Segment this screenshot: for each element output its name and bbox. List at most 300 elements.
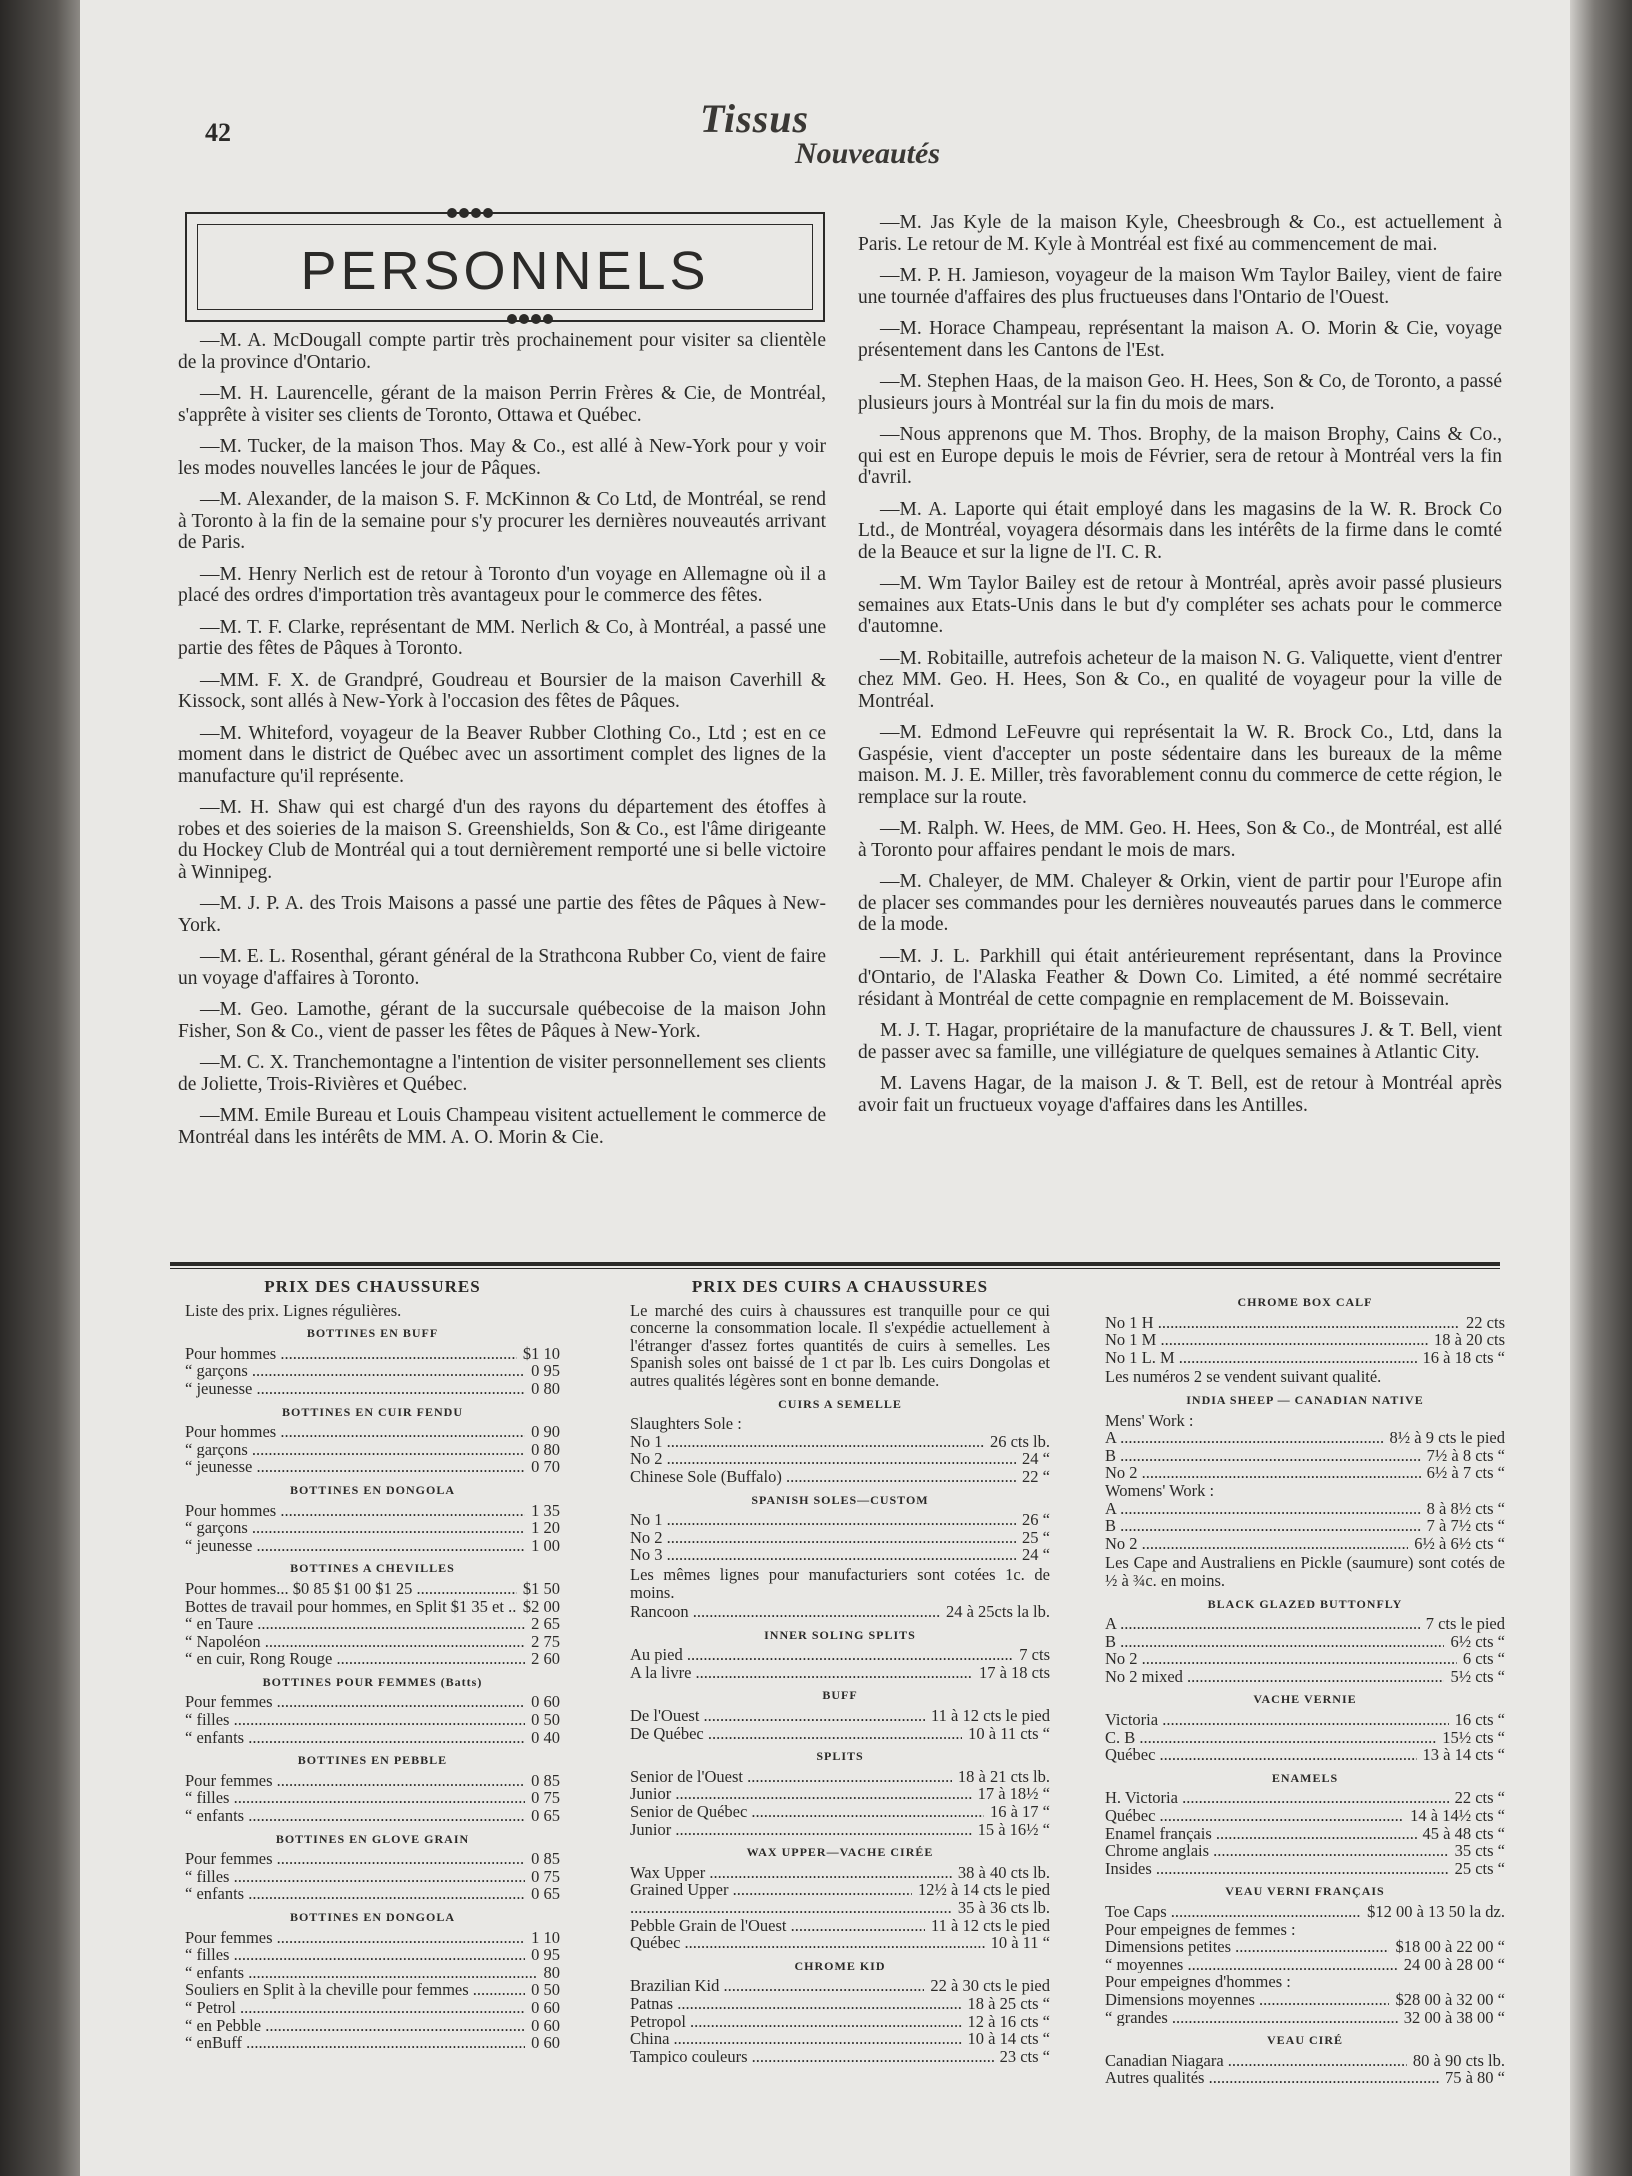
ornament-dot bbox=[483, 208, 493, 218]
price-row bbox=[630, 1646, 1050, 1664]
price-row bbox=[185, 1729, 560, 1747]
price-item: Souliers en Split à la cheville pour femmes ..... bbox=[185, 1981, 525, 1999]
price-item: Pebble Grain de l'Ouest ..... bbox=[630, 1917, 925, 1935]
price-row bbox=[185, 1929, 560, 1947]
price-row bbox=[1105, 1903, 1505, 1921]
price-title: PRIX DES CUIRS A CHAUSSURES bbox=[691, 1277, 989, 1296]
price-value: 16 à 17 “ bbox=[989, 1802, 1050, 1822]
price-value: 8½ à 9 cts le pied bbox=[1389, 1428, 1505, 1448]
price-section-title: ENAMELS bbox=[1271, 1770, 1339, 1785]
paragraph: —MM. Emile Bureau et Louis Champeau visitent actuellement le commerce de Montréal dans les intérêts de MM. A. O. Morin & Cie. bbox=[178, 1105, 826, 1148]
price-section-title: BLACK GLAZED BUTTONFLY bbox=[1207, 1596, 1403, 1611]
price-value: 16 à 18 cts “ bbox=[1422, 1347, 1505, 1367]
price-row bbox=[1105, 1331, 1505, 1349]
price-row bbox=[1105, 1973, 1505, 1991]
price-value: $28 00 à 32 00 “ bbox=[1395, 1989, 1505, 2009]
price-section-title: SPLITS bbox=[816, 1749, 864, 1764]
price-value: $1 10 bbox=[522, 1343, 560, 1363]
price-value bbox=[1044, 1415, 1050, 1433]
price-value: 15 à 16½ “ bbox=[977, 1819, 1050, 1839]
price-item: Senior de Québec ..... bbox=[630, 1803, 984, 1821]
price-row bbox=[630, 1881, 1050, 1899]
price-value: 0 60 bbox=[531, 1997, 560, 2017]
paragraph: —M. A. McDougall compte partir très prochainement pour visiter sa clientèle de la province d'Ontario. bbox=[178, 330, 826, 373]
price-item: “ Napoléon ..... bbox=[185, 1633, 525, 1651]
price-value: $1 50 bbox=[522, 1578, 560, 1598]
price-row bbox=[1105, 1746, 1505, 1764]
price-row bbox=[185, 1964, 560, 1982]
paragraph: —M. Robitaille, autrefois acheteur de la maison N. G. Valiquette, vient d'entrer chez MM. Geo. H. Hees, Son & Co., en qualité de voyageur pour la ville de Montréal. bbox=[858, 647, 1502, 712]
price-item: Insides ..... bbox=[1105, 1860, 1449, 1878]
paragraph: —M. E. L. Rosenthal, gérant général de la Strathcona Rubber Co, vient de faire un voyage d'affaires à Toronto. bbox=[178, 946, 826, 989]
price-item: Toe Caps ..... bbox=[1105, 1903, 1361, 1921]
price-row bbox=[1105, 1729, 1505, 1747]
price-item: Pour empeignes de femmes : bbox=[1105, 1919, 1296, 1939]
price-row bbox=[630, 1707, 1050, 1725]
price-row bbox=[185, 1519, 560, 1537]
price-row bbox=[630, 2048, 1050, 2066]
price-value: 35 à 36 cts lb. bbox=[957, 1898, 1050, 1917]
price-value: 16 cts “ bbox=[1454, 1710, 1505, 1730]
price-row bbox=[185, 1693, 560, 1711]
price-value: 0 50 bbox=[531, 1980, 560, 2000]
price-value: 6½ à 7 cts “ bbox=[1426, 1463, 1505, 1483]
price-value: 18 à 21 cts lb. bbox=[957, 1766, 1050, 1786]
ornament-dot bbox=[447, 208, 457, 218]
price-intro: Liste des prix. Lignes régulières. bbox=[185, 1300, 402, 1320]
price-value: 1 10 bbox=[531, 1927, 560, 1947]
price-item: Pour hommes ..... bbox=[185, 1502, 525, 1520]
price-value: 0 75 bbox=[531, 1788, 560, 1808]
price-value: 7 à 7½ cts “ bbox=[1426, 1516, 1505, 1536]
price-item: De l'Ouest ..... bbox=[630, 1707, 925, 1725]
price-value: 22 cts “ bbox=[1454, 1788, 1505, 1808]
price-row bbox=[1105, 1633, 1505, 1651]
price-value: 14 à 14½ cts “ bbox=[1410, 1806, 1505, 1826]
price-item: “ moyennes ..... bbox=[1105, 1956, 1398, 1974]
paragraph: —M. H. Shaw qui est chargé d'un des rayons du département des étoffes à robes et des soieries de la maison S. Greenshields, Son & Co., est l'âme dirigeante du Hockey Club de Montréal qui a tout dernièrement remporté une si belle victoire à Winnipeg. bbox=[178, 797, 826, 883]
divider bbox=[170, 1262, 1500, 1266]
ornament-dot bbox=[471, 208, 481, 218]
calf-price-column bbox=[1105, 1288, 1505, 2087]
price-section-title: BOTTINES EN PEBBLE bbox=[297, 1753, 448, 1768]
price-intro: Le marché des cuirs à chaussures est tranquille pour ce qui concerne la consommation locale. Il s'expédie actuellement à l'étranger d'assez fortes quantités de cuirs à semelles. Les Spanish soles ont baissé de 1 ct par lb. Les cuirs Dongolas et autres qualités légères sont en bonne demande. bbox=[630, 1300, 1050, 1390]
price-value: 24 “ bbox=[1022, 1449, 1050, 1469]
price-value: 2 60 bbox=[531, 1649, 560, 1669]
price-section-title: CHROME KID bbox=[794, 1958, 886, 1973]
price-row bbox=[185, 1537, 560, 1555]
paragraph: —M. A. Laporte qui était employé dans les magasins de la W. R. Brock Co Ltd., de Montréal, voyagera désormais dans les intérêts de la firme dans le comté de la Beauce et sur la ligne de l'I. C. R. bbox=[858, 498, 1502, 563]
price-item: Brazilian Kid ..... bbox=[630, 1977, 924, 1995]
price-value: 75 à 80 “ bbox=[1444, 2068, 1505, 2088]
paragraph: —M. J. P. A. des Trois Maisons a passé une partie des fêtes de Pâques à New-York. bbox=[178, 893, 826, 936]
paragraph: —M. Alexander, de la maison S. F. McKinnon & Co Ltd, de Montréal, se rend à Toronto à la fin de la semaine pour s'y procurer les dernières nouveautés arrivant de Paris. bbox=[178, 489, 826, 553]
price-row bbox=[630, 1785, 1050, 1803]
price-item: “ grandes ..... bbox=[1105, 2009, 1398, 2027]
price-row bbox=[185, 1580, 560, 1598]
price-value: 10 à 14 cts “ bbox=[967, 2029, 1050, 2049]
masthead-line1: Tissus bbox=[700, 96, 810, 141]
paragraph: —M. Stephen Haas, de la maison Geo. H. Hees, Son & Co, de Toronto, a passé plusieurs jours à Montréal sur la fin du mois de mars. bbox=[858, 371, 1502, 414]
price-item: Bottes de travail pour hommes, en Split $1 35 et ..... bbox=[185, 1598, 517, 1616]
price-row bbox=[630, 1546, 1050, 1564]
price-row bbox=[1105, 1938, 1505, 1956]
price-item: A ..... bbox=[1105, 1615, 1420, 1633]
price-value: 0 85 bbox=[531, 1770, 560, 1790]
price-item: “ enfants ..... bbox=[185, 1964, 538, 1982]
price-section-title: CHROME BOX CALF bbox=[1237, 1295, 1373, 1309]
price-row bbox=[630, 1603, 1050, 1621]
price-item: “ Petrol ..... bbox=[185, 1999, 525, 2017]
price-row bbox=[1105, 1860, 1505, 1878]
masthead-logo bbox=[700, 95, 980, 175]
page-number: 42 bbox=[205, 118, 231, 147]
price-item: No 2 ..... bbox=[1105, 1464, 1421, 1482]
price-item: Enamel français ..... bbox=[1105, 1825, 1417, 1843]
price-section-title: INDIA SHEEP — CANADIAN NATIVE bbox=[1186, 1392, 1424, 1407]
paragraph: —Nous apprenons que M. Thos. Brophy, de la maison Brophy, Cains & Co., qui est en Europe depuis le mois de Février, sera de retour à Montréal vers la fin d'avril. bbox=[858, 424, 1502, 488]
price-section-title: BOTTINES EN CUIR FENDU bbox=[281, 1404, 464, 1419]
price-row bbox=[185, 1615, 560, 1633]
price-item: Pour empeignes d'hommes : bbox=[1105, 1972, 1291, 1992]
price-value: 26 cts lb. bbox=[989, 1431, 1050, 1451]
price-item: Wax Upper ..... bbox=[630, 1864, 952, 1882]
price-row bbox=[1105, 1615, 1505, 1633]
paragraph: —M. Chaleyer, de MM. Chaleyer & Orkin, vient de partir pour l'Europe afin de placer ses commandes pour les dernières nouveautés parues dans le commerce de la mode. bbox=[858, 871, 1502, 935]
price-row bbox=[630, 1803, 1050, 1821]
price-item: Womens' Work : bbox=[1105, 1480, 1215, 1500]
price-value: 0 65 bbox=[531, 1806, 560, 1826]
price-value: 6½ cts “ bbox=[1450, 1631, 1505, 1651]
price-item: “ filles ..... bbox=[185, 1868, 525, 1886]
price-item: H. Victoria ..... bbox=[1105, 1789, 1449, 1807]
price-value: 0 75 bbox=[531, 1866, 560, 1886]
price-row bbox=[185, 1458, 560, 1476]
price-row bbox=[1105, 1825, 1505, 1843]
paragraph: —M. J. L. Parkhill qui était antérieurement représentant, dans la Province d'Ontario, de l'Alaska Feather & Down Co. Limited, a été nommé secrétaire résidant à Montréal de cette compagnie en remplacement de M. Boissevain. bbox=[858, 945, 1502, 1010]
price-item: Junior ..... bbox=[630, 1821, 972, 1839]
price-value: 38 à 40 cts lb. bbox=[957, 1862, 1050, 1882]
price-row bbox=[630, 1433, 1050, 1451]
price-value: 80 bbox=[543, 1962, 560, 1982]
price-value bbox=[1499, 1973, 1505, 1991]
price-row bbox=[630, 1899, 1050, 1917]
price-value: 2 65 bbox=[531, 1614, 560, 1634]
paragraph: —M. H. Laurencelle, gérant de la maison Perrin Frères & Cie, de Montréal, s'apprête à visiter ses clients de Toronto, Ottawa et Québec. bbox=[178, 383, 826, 426]
price-item: No 1 L. M ..... bbox=[1105, 1349, 1417, 1367]
price-value: 7 cts bbox=[1019, 1645, 1050, 1665]
price-item: Junior ..... bbox=[630, 1785, 972, 1803]
price-row bbox=[1105, 1956, 1505, 1974]
price-row bbox=[630, 1864, 1050, 1882]
price-row bbox=[185, 1380, 560, 1398]
price-item: De Québec ..... bbox=[630, 1725, 962, 1743]
price-row bbox=[1105, 1412, 1505, 1430]
paragraph: —M. Henry Nerlich est de retour à Toronto d'un voyage en Allemagne où il a placé des ordres d'importation très avantageux pour le commerce des fêtes. bbox=[178, 563, 826, 606]
price-row bbox=[1105, 2069, 1505, 2087]
price-row bbox=[185, 1850, 560, 1868]
leather-price-column bbox=[630, 1278, 1050, 2065]
price-value: 18 à 20 cts bbox=[1433, 1330, 1505, 1350]
price-item: No 2 mixed ..... bbox=[1105, 1668, 1444, 1686]
price-value: $12 00 à 13 50 la dz. bbox=[1367, 1902, 1505, 1921]
price-section-title: VACHE VERNIE bbox=[1253, 1692, 1357, 1707]
price-row bbox=[185, 1423, 560, 1441]
price-item: “ enfants ..... bbox=[185, 1729, 525, 1747]
price-value: 0 40 bbox=[531, 1727, 560, 1747]
price-section-title: SPANISH SOLES—CUSTOM bbox=[751, 1492, 929, 1507]
price-value: 25 “ bbox=[1022, 1527, 1050, 1547]
price-row bbox=[185, 1807, 560, 1825]
price-section-title: WAX UPPER—VACHE CIRÉE bbox=[746, 1845, 934, 1860]
price-item: “ garçons ..... bbox=[185, 1362, 525, 1380]
price-item: A ..... bbox=[1105, 1500, 1421, 1518]
price-section-title: BOTTINES POUR FEMMES (Batts) bbox=[262, 1674, 483, 1689]
price-item: “ filles ..... bbox=[185, 1789, 525, 1807]
left-column bbox=[178, 330, 826, 1158]
right-column bbox=[858, 212, 1502, 1126]
price-value: 80 à 90 cts lb. bbox=[1412, 2050, 1505, 2070]
price-row bbox=[1105, 1482, 1505, 1500]
paragraph: —M. Horace Champeau, représentant la maison A. O. Morin & Cie, voyage présentement dans les Cantons de l'Est. bbox=[858, 318, 1502, 361]
paragraph: —MM. F. X. de Grandpré, Goudreau et Boursier de la maison Caverhill & Kissock, sont allés à New-York à l'occasion des fêtes de Pâques. bbox=[178, 669, 826, 712]
price-row bbox=[630, 1995, 1050, 2013]
price-value: 25 cts “ bbox=[1454, 1858, 1505, 1878]
price-item: “ jeunesse ..... bbox=[185, 1458, 525, 1476]
price-item: Pour hommes ..... bbox=[185, 1345, 517, 1363]
price-item: C. B ..... bbox=[1105, 1729, 1436, 1747]
price-row bbox=[1105, 1789, 1505, 1807]
price-row bbox=[630, 1725, 1050, 1743]
ornament-dot bbox=[459, 208, 469, 218]
shoes-price-column bbox=[185, 1278, 560, 2052]
paragraph: M. Lavens Hagar, de la maison J. & T. Bell, est de retour à Montréal après avoir fait un fructueux voyage d'affaires dans les Antilles. bbox=[858, 1073, 1502, 1116]
price-row bbox=[630, 1468, 1050, 1486]
price-row bbox=[630, 1977, 1050, 1995]
price-item: Pour femmes ..... bbox=[185, 1772, 525, 1790]
price-row bbox=[630, 1529, 1050, 1547]
price-row bbox=[185, 1772, 560, 1790]
price-row bbox=[185, 1598, 560, 1616]
paragraph: —M. Whiteford, voyageur de la Beaver Rubber Clothing Co., Ltd ; est en ce moment dans le district de Québec avec un assortiment complet des lignes de la manufacture qu'il représente. bbox=[178, 722, 826, 787]
paragraph: —M. Ralph. W. Hees, de MM. Geo. H. Hees, Son & Co., de Montréal, est allé à Toronto pour affaires pendant le mois de mars. bbox=[858, 818, 1502, 861]
price-section-title: BOTTINES A CHEVILLES bbox=[290, 1561, 455, 1576]
price-value: 0 95 bbox=[531, 1945, 560, 1965]
price-value: 32 00 à 38 00 “ bbox=[1403, 2007, 1505, 2027]
ornament-dot bbox=[507, 314, 517, 324]
price-title: PRIX DES CHAUSSURES bbox=[264, 1277, 481, 1296]
price-row bbox=[1105, 1921, 1505, 1939]
price-item: “ filles ..... bbox=[185, 1711, 525, 1729]
price-row bbox=[630, 1415, 1050, 1433]
price-row bbox=[1105, 1842, 1505, 1860]
price-value: 26 “ bbox=[1022, 1510, 1050, 1530]
price-value bbox=[1499, 1482, 1505, 1500]
price-section-title: VEAU CIRÉ bbox=[1266, 2033, 1343, 2048]
price-section-title: BOTTINES EN BUFF bbox=[306, 1326, 439, 1341]
price-item: A ..... bbox=[1105, 1429, 1384, 1447]
price-row bbox=[185, 1345, 560, 1363]
section-title-frame bbox=[185, 212, 825, 322]
price-row bbox=[1105, 1429, 1505, 1447]
price-section-title: BOTTINES EN GLOVE GRAIN bbox=[275, 1831, 470, 1846]
price-row bbox=[185, 2034, 560, 2052]
price-row bbox=[185, 1502, 560, 1520]
price-note: Les mêmes lignes pour manufacturiers sont cotées 1c. de moins. bbox=[630, 1564, 1050, 1602]
price-section-title: BUFF bbox=[822, 1688, 858, 1703]
price-item: Québec ..... bbox=[1105, 1746, 1417, 1764]
price-value: 24 00 à 28 00 “ bbox=[1403, 1954, 1505, 1974]
price-item: Victoria ..... bbox=[1105, 1711, 1449, 1729]
price-item: “ garçons ..... bbox=[185, 1519, 525, 1537]
ornament-dot bbox=[531, 314, 541, 324]
price-item: Chinese Sole (Buffalo) ..... bbox=[630, 1468, 1016, 1486]
price-item: Dimensions moyennes ..... bbox=[1105, 1991, 1389, 2009]
price-row bbox=[185, 1633, 560, 1651]
price-section-title: CUIRS A SEMELLE bbox=[778, 1396, 902, 1411]
price-value: 1 20 bbox=[531, 1518, 560, 1538]
price-value: 22 cts bbox=[1466, 1312, 1505, 1332]
price-item: “ jeunesse ..... bbox=[185, 1537, 525, 1555]
price-value: 24 à 25cts la lb. bbox=[945, 1602, 1050, 1622]
price-value: 12½ à 14 cts le pied bbox=[918, 1880, 1050, 1900]
price-value: 7 cts le pied bbox=[1425, 1614, 1505, 1634]
price-row bbox=[185, 1789, 560, 1807]
price-item: No 1 ..... bbox=[630, 1433, 984, 1451]
price-item: “ jeunesse ..... bbox=[185, 1380, 525, 1398]
price-value: 12 à 16 cts “ bbox=[967, 2011, 1050, 2031]
price-item: Dimensions petites ..... bbox=[1105, 1938, 1389, 1956]
price-row bbox=[1105, 1711, 1505, 1729]
price-value: 13 à 14 cts “ bbox=[1422, 1745, 1505, 1765]
price-value: $18 00 à 22 00 “ bbox=[1395, 1937, 1505, 1957]
price-item: Rancoon ..... bbox=[630, 1603, 940, 1621]
price-item: Patnas ..... bbox=[630, 1995, 962, 2013]
book-binding bbox=[0, 0, 80, 2176]
price-value: 0 50 bbox=[531, 1710, 560, 1730]
paragraph: M. J. T. Hagar, propriétaire de la manufacture de chaussures J. & T. Bell, vient de passer avec sa famille, une villégiature de quelques semaines à Atlantic City. bbox=[858, 1020, 1502, 1063]
price-value: 6 cts “ bbox=[1462, 1649, 1505, 1669]
price-row bbox=[185, 1999, 560, 2017]
price-value: 0 90 bbox=[531, 1422, 560, 1442]
divider bbox=[170, 1268, 1500, 1269]
price-value bbox=[1499, 1412, 1505, 1430]
price-row bbox=[630, 1768, 1050, 1786]
price-row bbox=[1105, 1314, 1505, 1332]
price-value: 0 70 bbox=[531, 1457, 560, 1477]
price-section-title: BOTTINES EN DONGOLA bbox=[289, 1910, 456, 1924]
price-value: 11 à 12 cts le pied bbox=[931, 1915, 1050, 1935]
price-row bbox=[630, 1450, 1050, 1468]
price-item: “ en Taure ..... bbox=[185, 1615, 525, 1633]
price-row bbox=[185, 1946, 560, 1964]
price-item: Pour hommes ..... bbox=[185, 1423, 525, 1441]
price-item: Pour femmes ..... bbox=[185, 1850, 525, 1868]
price-value: 8 à 8½ cts “ bbox=[1426, 1498, 1505, 1518]
price-value: 35 cts “ bbox=[1454, 1841, 1505, 1861]
price-value: 0 60 bbox=[531, 2033, 560, 2053]
price-value: 0 95 bbox=[531, 1361, 560, 1381]
price-value: 17 à 18 cts bbox=[978, 1662, 1050, 1682]
price-value: 0 60 bbox=[531, 1692, 560, 1712]
price-value: 1 00 bbox=[531, 1535, 560, 1555]
paragraph: —M. P. H. Jamieson, voyageur de la maison Wm Taylor Bailey, vient de faire une tournée d'affaires des plus fructueuses dans l'Ontario de l'Ouest. bbox=[858, 265, 1502, 308]
price-item: B ..... bbox=[1105, 1517, 1421, 1535]
price-item: Tampico couleurs ..... bbox=[630, 2048, 994, 2066]
price-section-title: BOTTINES EN DONGOLA bbox=[289, 1482, 456, 1497]
price-row bbox=[630, 1664, 1050, 1682]
price-value: 7½ à 8 cts “ bbox=[1426, 1445, 1505, 1465]
price-row bbox=[185, 1711, 560, 1729]
paragraph: —M. Tucker, de la maison Thos. May & Co., est allé à New-York pour y voir les modes nouvelles lancées le jour de Pâques. bbox=[178, 436, 826, 479]
price-item: Pour hommes... $0 85 $1 00 $1 25 ..... bbox=[185, 1580, 517, 1598]
paragraph: —M. Edmond LeFeuvre qui représentait la W. R. Brock Co., Ltd, dans la Gaspésie, vient d'accepter un poste sédentaire dans les bureaux de la même maison. M. J. E. Miller, très favorablement connu du commerce de cette région, le remplace sur la route. bbox=[858, 722, 1502, 808]
price-item: Pour femmes ..... bbox=[185, 1693, 525, 1711]
price-item: “ enBuff ..... bbox=[185, 2034, 525, 2052]
price-value: 0 60 bbox=[531, 2015, 560, 2035]
price-item: No 1 H ..... bbox=[1105, 1314, 1460, 1332]
price-value: 1 35 bbox=[531, 1500, 560, 1520]
price-item: Senior de l'Ouest ..... bbox=[630, 1768, 952, 1786]
price-row bbox=[185, 1362, 560, 1380]
price-item: “ en cuir, Rong Rouge ..... bbox=[185, 1650, 525, 1668]
price-row bbox=[630, 2030, 1050, 2048]
price-value: 0 80 bbox=[531, 1439, 560, 1459]
price-row bbox=[1105, 1535, 1505, 1553]
price-item: Mens' Work : bbox=[1105, 1410, 1194, 1430]
price-item: No 3 ..... bbox=[630, 1546, 1016, 1564]
price-value: 15½ cts “ bbox=[1442, 1727, 1505, 1747]
price-row bbox=[1105, 1517, 1505, 1535]
price-row bbox=[185, 1441, 560, 1459]
price-item: Québec ..... bbox=[1105, 1807, 1404, 1825]
price-item: Chrome anglais ..... bbox=[1105, 1842, 1449, 1860]
price-row bbox=[1105, 1991, 1505, 2009]
price-item: No 1 ..... bbox=[630, 1511, 1016, 1529]
price-item: B ..... bbox=[1105, 1447, 1421, 1465]
price-value: 22 “ bbox=[1022, 1466, 1050, 1486]
price-row bbox=[185, 2017, 560, 2035]
price-value: 24 “ bbox=[1022, 1545, 1050, 1565]
price-value: 0 80 bbox=[531, 1378, 560, 1398]
price-row bbox=[630, 1511, 1050, 1529]
price-row bbox=[630, 1917, 1050, 1935]
price-value: 45 à 48 cts “ bbox=[1422, 1823, 1505, 1843]
price-row bbox=[1105, 1807, 1505, 1825]
price-item: No 2 ..... bbox=[630, 1529, 1016, 1547]
price-value: $2 00 bbox=[522, 1596, 560, 1616]
price-row bbox=[1105, 1650, 1505, 1668]
price-row bbox=[1105, 1447, 1505, 1465]
price-row bbox=[1105, 1464, 1505, 1482]
price-section-title: VEAU VERNI FRANÇAIS bbox=[1225, 1884, 1385, 1899]
price-note: Les Cape and Australiens en Pickle (saumure) sont cotés de ½ à ¾c. en moins. bbox=[1105, 1553, 1505, 1590]
price-value: 23 cts “ bbox=[999, 2046, 1050, 2066]
paragraph: —M. Jas Kyle de la maison Kyle, Cheesbrough & Co., est actuellement à Paris. Le retour de M. Kyle à Montréal est fixé au commencement de mai. bbox=[858, 212, 1502, 255]
price-value: 5½ cts “ bbox=[1450, 1666, 1505, 1686]
price-row bbox=[1105, 1349, 1505, 1367]
paragraph: —M. C. X. Tranchemontagne a l'intention de visiter personnellement ses clients de Joliette, Trois-Rivières et Québec. bbox=[178, 1052, 826, 1095]
price-item: Grained Upper ..... bbox=[630, 1881, 912, 1899]
price-value: 11 à 12 cts le pied bbox=[931, 1706, 1050, 1726]
price-item: Québec ..... bbox=[630, 1934, 985, 1952]
price-row bbox=[630, 1934, 1050, 1952]
price-row bbox=[1105, 2009, 1505, 2027]
ornament-dot bbox=[519, 314, 529, 324]
ornament-dot bbox=[543, 314, 553, 324]
paragraph: —M. T. F. Clarke, représentant de MM. Nerlich & Co, à Montréal, a passé une partie des fêtes de Pâques à Toronto. bbox=[178, 616, 826, 659]
price-value: 6½ à 6½ cts “ bbox=[1414, 1533, 1505, 1553]
